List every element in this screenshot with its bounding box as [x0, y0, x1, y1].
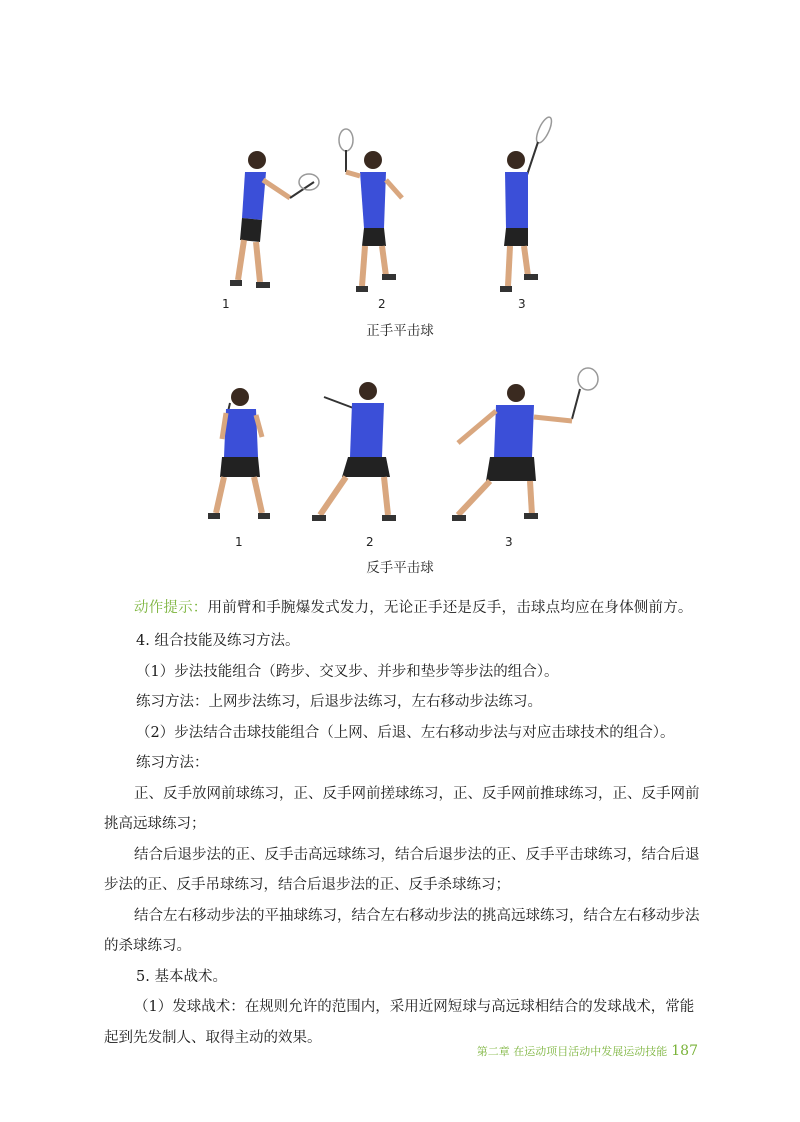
tip-label: 动作提示：: [134, 600, 208, 616]
paragraph: 练习方法：: [136, 755, 209, 771]
figure-label: 3: [518, 297, 526, 311]
paragraph: 练习方法：上网步法练习，后退步法练习，左右移动步法练习。: [136, 694, 542, 710]
paragraph: 结合后退步法的正、反手击高远球练习，结合后退步法的正、反手平击球练习，结合后退步法的正、反手吊球练习，结合后退步法的正、反手杀球练习；: [104, 846, 700, 893]
figure-label: 2: [366, 535, 374, 549]
body-text: [104, 626, 700, 1053]
chapter-title: 第二章 在运动项目活动中发展运动技能: [476, 1045, 668, 1058]
paragraph: （1）发球战术：在规则允许的范围内，采用近网短球与高远球相结合的发球战术，常能起到先发制人、取得主动的效果。: [104, 999, 695, 1046]
figure-label: 2: [378, 297, 386, 311]
figure-caption: 正手平击球: [366, 323, 434, 339]
figure-label: 3: [505, 535, 513, 549]
paragraph: 结合左右移动步法的平抽球练习，结合左右移动步法的挑高远球练习，结合左右移动步法的杀球练习。: [104, 907, 700, 954]
action-tip: [134, 596, 693, 617]
player-photo-2: [300, 365, 410, 535]
tip-text: 用前臂和手腕爆发式发力，无论正手还是反手，击球点均应在身体侧前方。: [207, 600, 693, 616]
player-photo-1: [200, 110, 330, 295]
paragraph: （1）步法技能组合（跨步、交叉步、并步和垫步等步法的组合）。: [136, 663, 559, 680]
figure-label: 1: [222, 297, 230, 311]
section-heading: 4. 组合技能及练习方法。: [136, 633, 300, 649]
figure-caption: 反手平击球: [366, 560, 434, 576]
page-footer: [477, 1043, 698, 1059]
player-photo-3: [480, 110, 570, 295]
player-photo-1: [200, 365, 290, 535]
paragraph: 正、反手放网前球练习，正、反手网前搓球练习，正、反手网前推球练习，正、反手网前挑高远球练习；: [104, 785, 700, 832]
player-photo-2: [330, 110, 440, 295]
paragraph: （2）步法结合击球技能组合（上网、后退、左右移动步法与对应击球技术的组合）。: [136, 724, 675, 741]
figure-label: 1: [235, 535, 243, 549]
page-number: 187: [671, 1043, 698, 1059]
section-heading: 5. 基本战术。: [136, 968, 227, 985]
player-forehand-1-image: [200, 110, 330, 295]
player-photo-3: [450, 365, 610, 535]
